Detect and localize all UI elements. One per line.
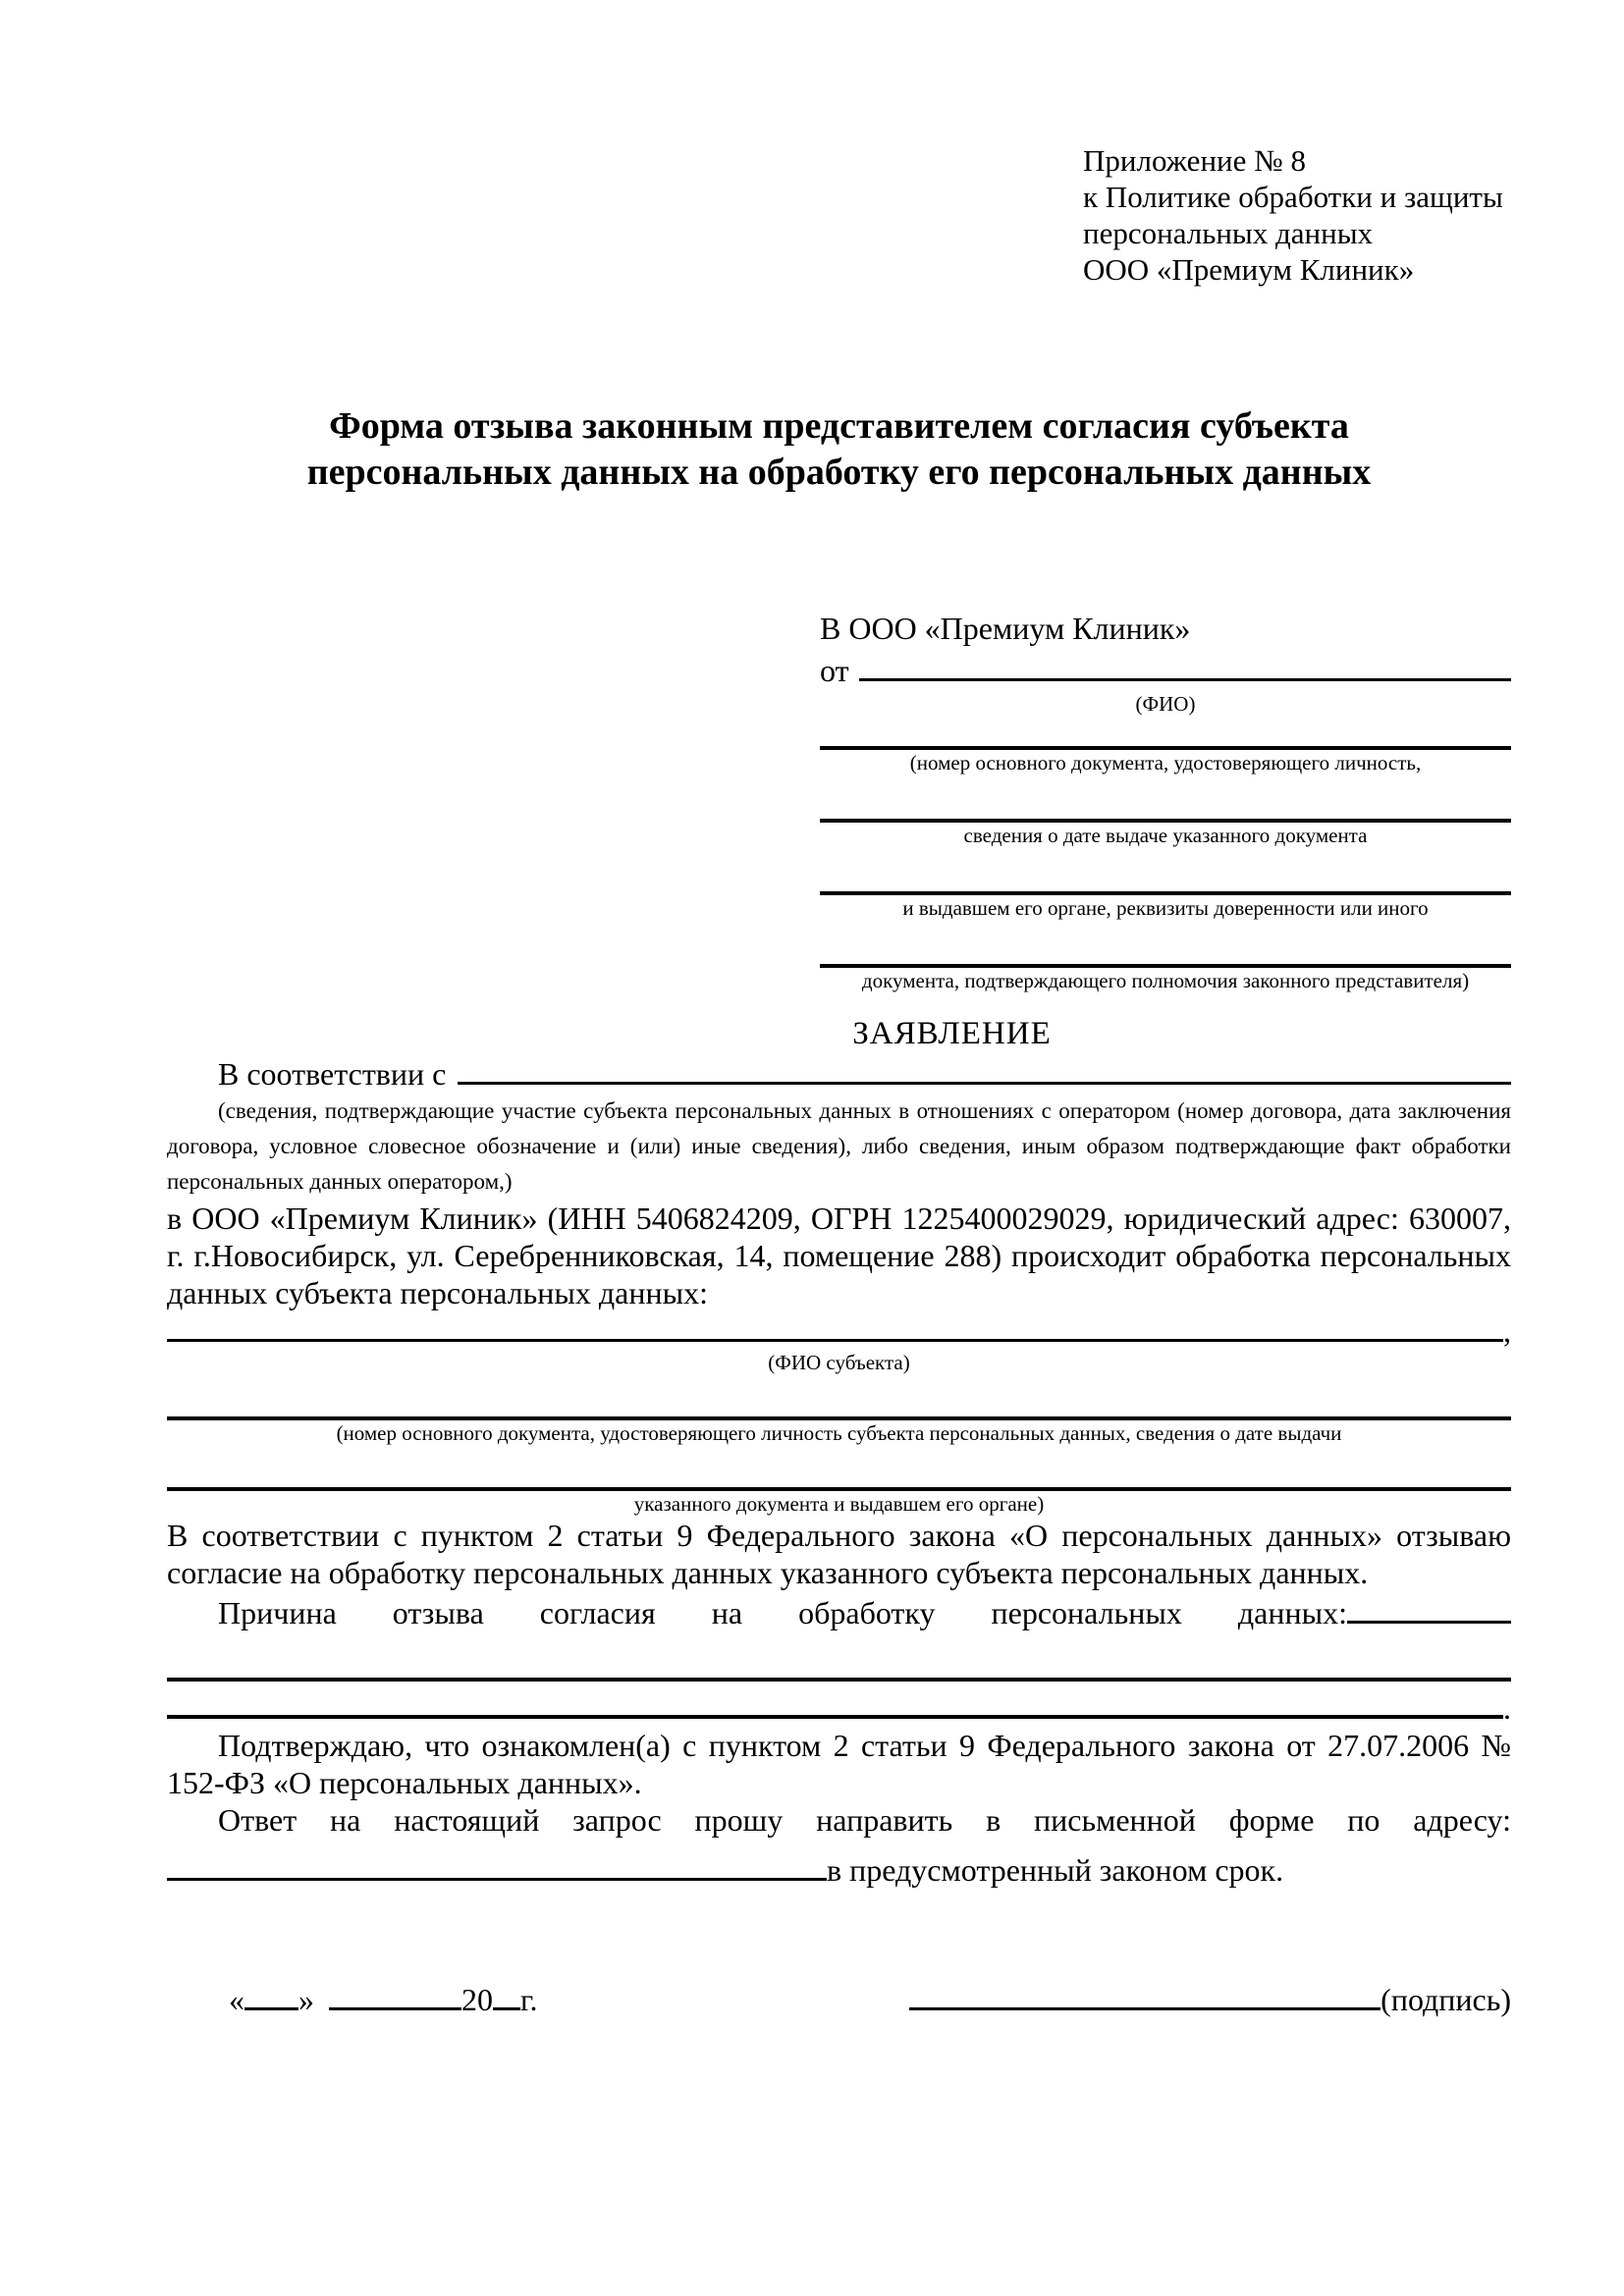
subject-document-issuer-caption: указанного документа и выдавшем его органе) — [633, 1492, 1045, 1516]
authority-document-field — [820, 929, 1511, 968]
day-field — [244, 1982, 298, 2010]
subject-name-field — [167, 1311, 1503, 1342]
subject-document-field — [167, 1383, 1511, 1420]
document-issue-date-field — [820, 783, 1511, 823]
subject-document-caption: (номер основного документа, удостоверяющего личность субъекта персональных данных, сведения о дате выдачи — [336, 1421, 1342, 1445]
subject-fio-caption: (ФИО субъекта) — [768, 1351, 910, 1374]
year-field — [493, 1982, 520, 2010]
operator-paragraph: в ООО «Премиум Клиник» (ИНН 5406824209, ОГРН 1225400029029, юридический адрес: 630007, г. г.Новосибирск, ул. Серебренниковская, 14, помещение 288) происходит обработка персональных данных субъекта персональных данных: — [167, 1201, 1511, 1310]
addressee-block — [820, 609, 1511, 993]
date-group — [229, 1980, 538, 2019]
reason-trailing-period: . — [1503, 1690, 1511, 1726]
document-title: Форма отзыва законным представителем согласия субъекта персональных данных на обработку его персональных данных — [306, 405, 1372, 493]
confirmation-paragraph: Подтверждаю, что ознакомлен(а) с пунктом 2 статьи 9 Федерального закона от 27.07.2006 № 152-ФЗ «О персональных данных». — [167, 1728, 1511, 1800]
reason-field-start — [1347, 1593, 1511, 1624]
issue-date-caption: сведения о дате выдаче указанного документа — [963, 824, 1368, 847]
subject-name-row — [167, 1311, 1511, 1350]
addressee-organization: В ООО «Премиум Клиник» — [820, 611, 1191, 646]
annex-line-2: к Политике обработки и защиты — [1083, 180, 1503, 214]
withdrawal-paragraph: В соответствии с пунктом 2 статьи 9 Федерального закона «О персональных данных» отзываю согласие на обработку персональных данных указанного субъекта персональных данных. — [167, 1518, 1511, 1590]
signature-footer — [167, 1980, 1511, 2019]
year-suffix: г. — [520, 1982, 538, 2017]
reason-field-line-3-row — [167, 1682, 1511, 1727]
reply-tail-text: в предусмотренный законом срок. — [827, 1852, 1284, 1888]
issuing-authority-caption: и выдавшем его органе, реквизиты доверенности или иного — [902, 896, 1429, 920]
intro-footnote: (сведения, подтверждающие участие субъекта персональных данных в отношениях с оператором (номер договора, дата заключения договора, условное словесное обозначение и (или) иные сведения), либо сведения, иным образом подтверждающие факт обработки персональных данных оператором,) — [167, 1098, 1511, 1194]
document-number-caption: (номер основного документа, удостоверяющего личность, — [909, 751, 1422, 774]
document-content — [167, 0, 1511, 2019]
month-field — [329, 1982, 461, 2010]
issuing-authority-field — [820, 856, 1511, 895]
reply-paragraph: Ответ на настоящий запрос прошу направить в письменной форме по адресу: — [218, 1802, 1511, 1838]
from-label: от — [820, 653, 849, 688]
intro-label: В соответствии с — [218, 1056, 447, 1092]
annex-line-1: Приложение № 8 — [1083, 143, 1306, 178]
reason-label: Причина отзыва согласия на обработку персональных данных: — [218, 1595, 1347, 1630]
representative-document-number-field — [820, 717, 1511, 750]
date-quote-close: » — [298, 1982, 314, 2017]
subject-document-issuer-field — [167, 1454, 1511, 1491]
subject-name-trailing-comma: , — [1503, 1313, 1511, 1349]
signature-field — [909, 1982, 1380, 2010]
reason-field-line-3 — [167, 1682, 1503, 1719]
addressee-from-row — [820, 649, 1511, 691]
authority-document-caption: документа, подтверждающего полномочия законного представителя) — [861, 969, 1470, 992]
annex-block — [1083, 142, 1511, 288]
signature-caption: (подпись) — [1380, 1982, 1511, 2017]
reply-address-field — [167, 1850, 827, 1881]
relationship-details-field — [458, 1054, 1511, 1085]
reason-field-line-2 — [167, 1650, 1511, 1682]
signature-group — [909, 1980, 1511, 2019]
year-prefix: 20 — [461, 1982, 493, 2017]
annex-line-4: ООО «Премиум Клиник» — [1083, 252, 1415, 287]
date-quote-open: « — [229, 1982, 244, 2017]
reason-row — [167, 1593, 1511, 1632]
reply-address-row — [167, 1850, 1511, 1890]
representative-name-field — [859, 649, 1511, 681]
annex-line-3: персональных данных — [1083, 216, 1374, 250]
statement-intro-row — [167, 1054, 1511, 1094]
statement-heading: ЗАЯВЛЕНИЕ — [852, 1016, 1052, 1051]
fio-caption: (ФИО) — [1135, 692, 1196, 716]
